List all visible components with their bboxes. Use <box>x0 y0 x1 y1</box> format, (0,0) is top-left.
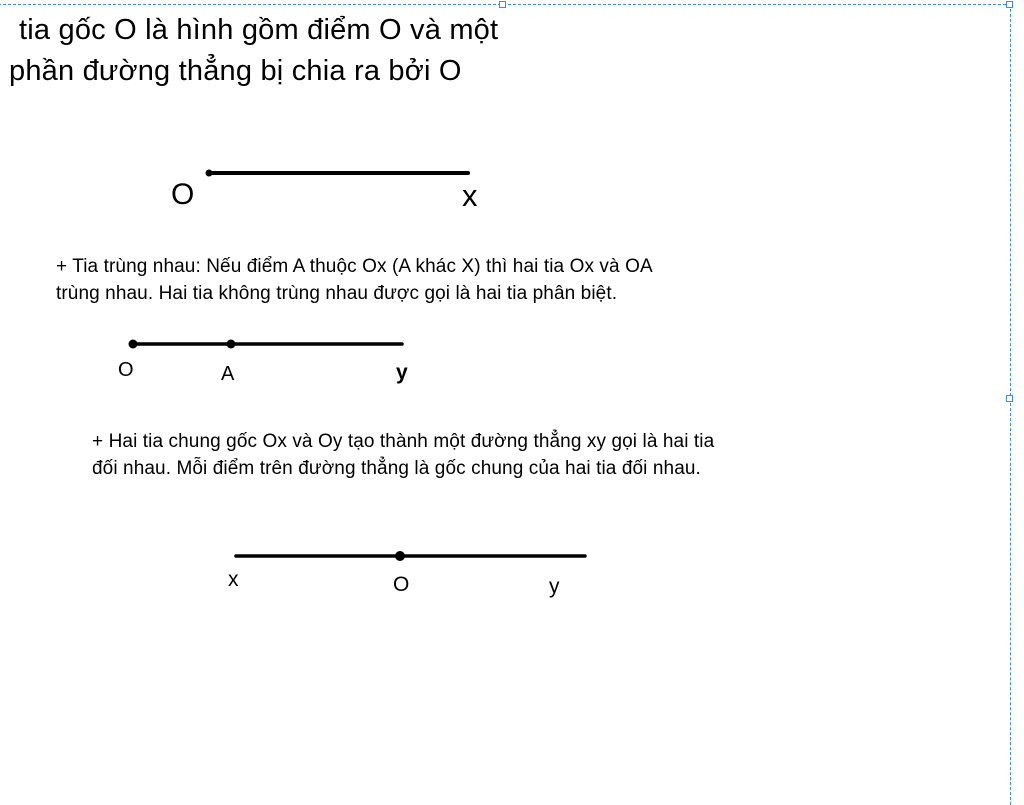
figure2-label-mid: A <box>221 363 235 385</box>
note-opposite-rays-line-1: + Hai tia chung gốc Ox và Oy tạo thành một đường thẳng xy gọi là hai tia <box>92 431 715 452</box>
figure3-label-left: x <box>228 568 239 591</box>
note-opposite-rays-line-2: đối nhau. Mỗi điểm trên đường thẳng là gốc chung của hai tia đối nhau. <box>92 458 701 479</box>
point-a <box>227 340 236 349</box>
title-line-1: tia gốc O là hình gồm điểm O và một <box>19 14 499 46</box>
figure1-label-origin: O <box>171 178 195 211</box>
ray-oy-origin-point <box>129 340 138 349</box>
figure2-label-end: y <box>396 361 408 384</box>
note-coincident-rays-line-2: trùng nhau. Hai tia không trùng nhau được gọi là hai tia phân biệt. <box>56 283 618 304</box>
figure3-label-origin: O <box>393 573 410 596</box>
figure1-label-end: x <box>462 178 478 213</box>
figure3-label-right: y <box>549 575 560 598</box>
line-xy-origin-point <box>395 551 405 561</box>
note-coincident-rays-line-1: + Tia trùng nhau: Nếu điểm A thuộc Ox (A khác X) thì hai tia Ox và OA <box>56 256 653 277</box>
title-line-2: phần đường thẳng bị chia ra bởi O <box>9 55 462 87</box>
ray-ox-origin-point <box>206 170 213 177</box>
figure2-label-origin: O <box>118 359 134 381</box>
